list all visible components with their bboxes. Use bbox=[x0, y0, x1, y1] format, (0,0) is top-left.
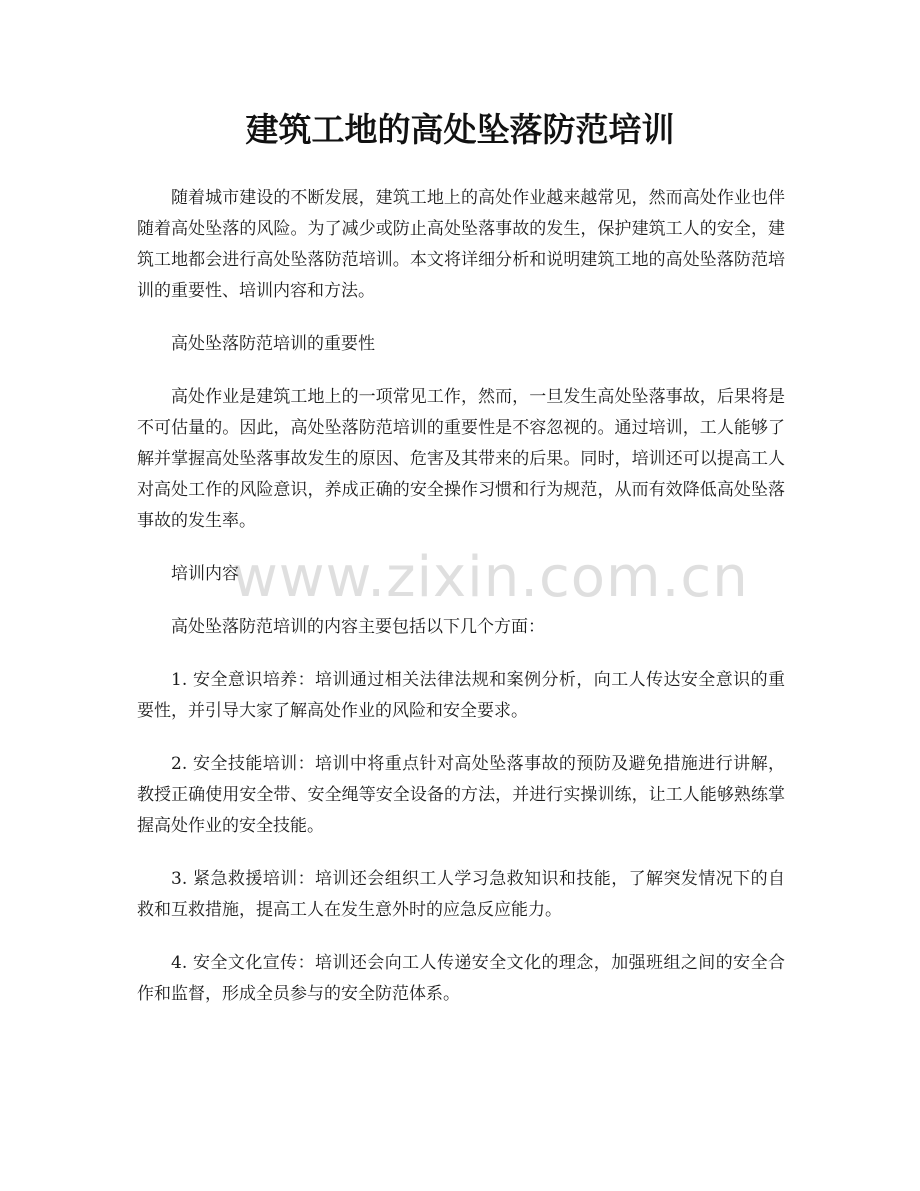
importance-paragraph: 高处作业是建筑工地上的一项常见工作，然而，一旦发生高处坠落事故，后果将是不可估量的。因此，高处坠落防范培训的重要性是不容忽视的。通过培训，工人能够了解并掌握高处坠落事故发生的原因、危害及其带来的后果。同时，培训还可以提高工人对高处工作的风险意识，养成正确的安全操作习惯和行为规范，从而有效降低高处坠落事故的发生率。 bbox=[137, 387, 785, 531]
content-intro-paragraph: 高处坠落防范培训的内容主要包括以下几个方面： bbox=[171, 617, 545, 637]
list-item-safety-awareness: 1. 安全意识培养：培训通过相关法律法规和案例分析，向工人传达安全意识的重要性，并引导大家了解高处作业的风险和安全要求。 bbox=[137, 670, 785, 721]
list-item-emergency-rescue: 3. 紧急救援培训：培训还会组织工人学习急救知识和技能，了解突发情况下的自救和互救措施，提高工人在发生意外时的应急反应能力。 bbox=[137, 869, 785, 920]
intro-paragraph: 随着城市建设的不断发展，建筑工地上的高处作业越来越常见，然而高处作业也伴随着高处坠落的风险。为了减少或防止高处坠落事故的发生，保护建筑工人的安全，建筑工地都会进行高处坠落防范培训。本文将详细分析和说明建筑工地的高处坠落防范培训的重要性、培训内容和方法。 bbox=[137, 188, 785, 301]
section-heading-content: 培训内容 bbox=[171, 564, 239, 584]
document-body bbox=[137, 183, 785, 1032]
document-title: 建筑工地的高处坠落防范培训 bbox=[245, 110, 675, 149]
watermark: www.zixin.com.cn bbox=[232, 545, 749, 610]
list-item-safety-skills: 2. 安全技能培训：培训中将重点针对高处坠落事故的预防及避免措施进行讲解，教授正确使用安全带、安全绳等安全设备的方法，并进行实操训练，让工人能够熟练掌握高处作业的安全技能。 bbox=[137, 754, 785, 836]
list-item-safety-culture: 4. 安全文化宣传：培训还会向工人传递安全文化的理念，加强班组之间的安全合作和监督，形成全员参与的安全防范体系。 bbox=[137, 953, 785, 1004]
section-heading-importance: 高处坠落防范培训的重要性 bbox=[171, 334, 375, 354]
